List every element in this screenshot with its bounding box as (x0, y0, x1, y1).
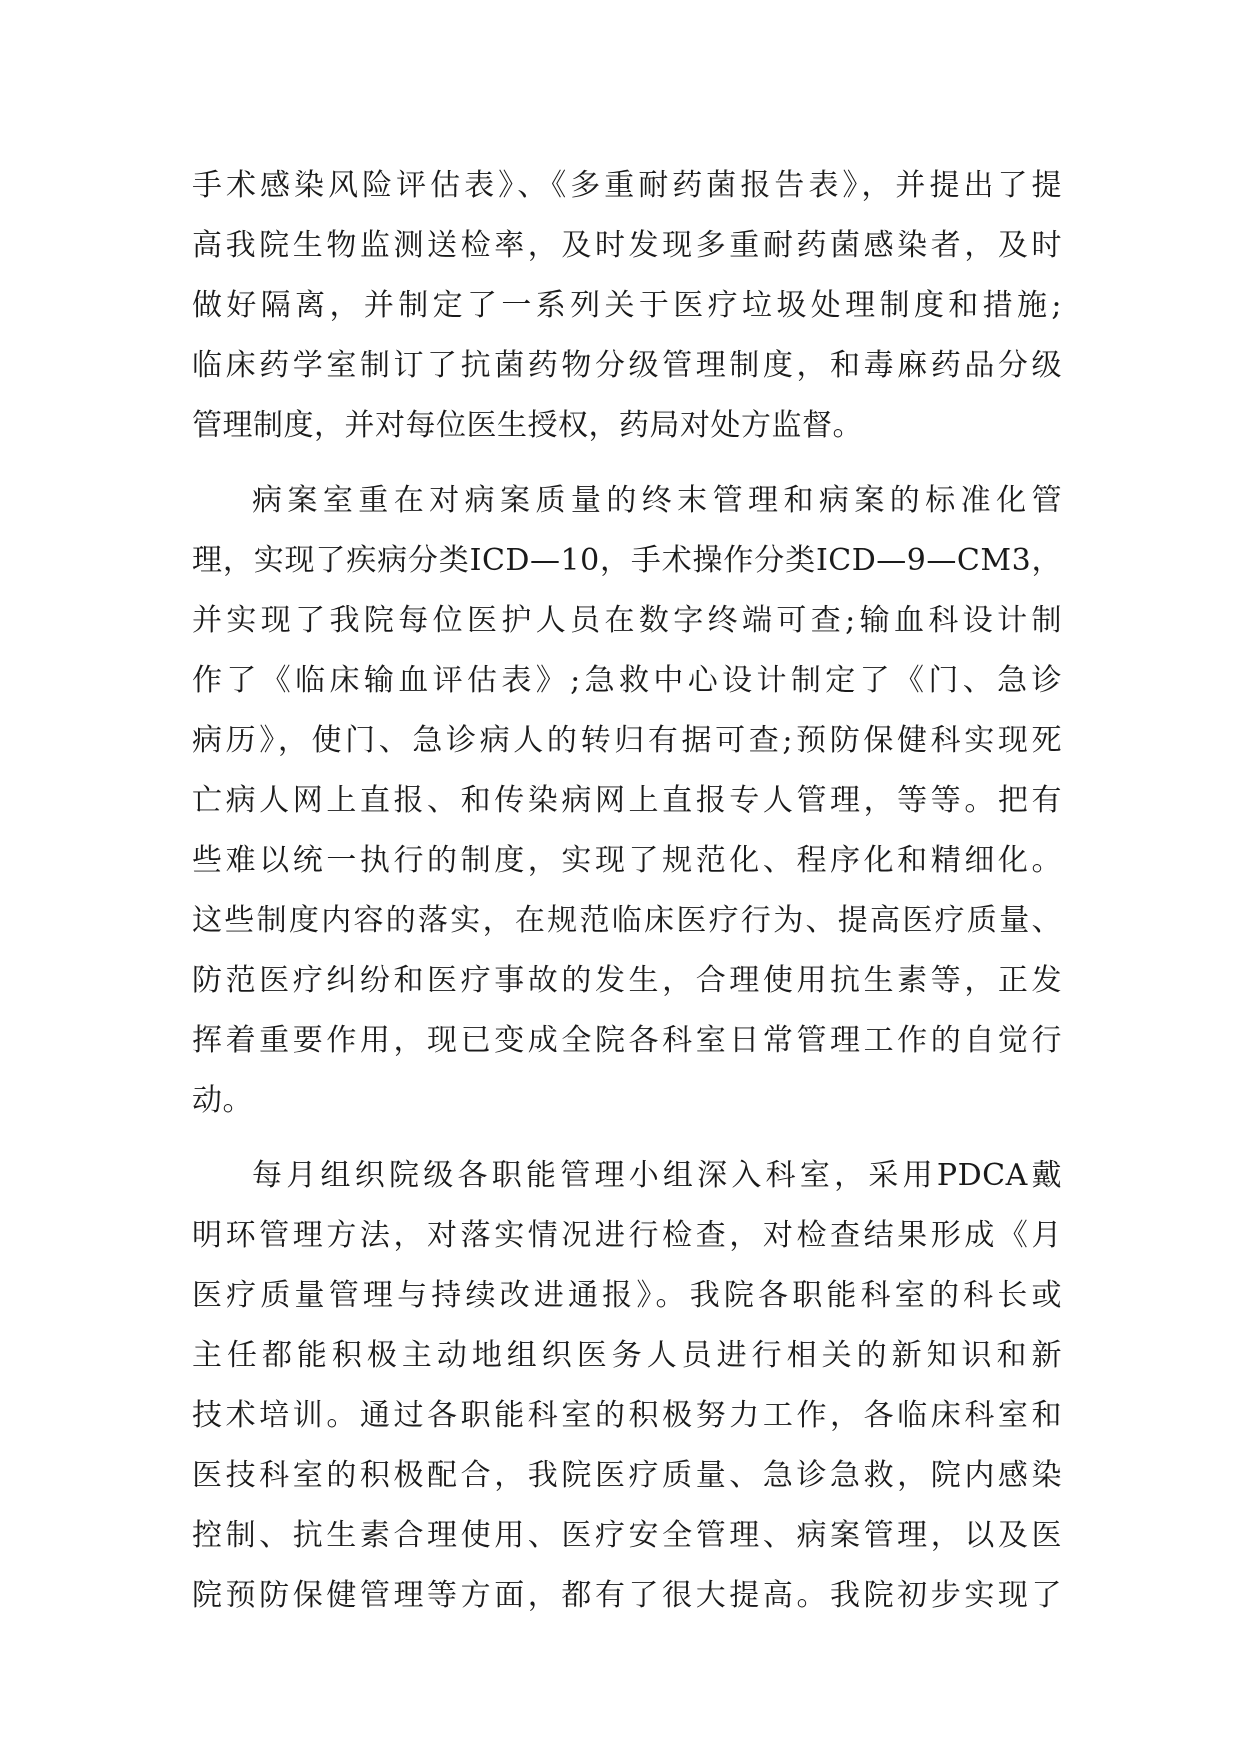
text-line: 明环管理方法，对落实情况进行检查，对检查结果形成《月 (192, 1218, 1062, 1253)
text-line: 作了《临床输血评估表》;急救中心设计制定了《门、急诊 (192, 663, 1062, 698)
paragraph-3 (192, 1146, 1062, 1626)
text-line: 做好隔离，并制定了一系列关于医疗垃圾处理制度和措施; (192, 288, 1062, 323)
text-line: 这些制度内容的落实，在规范临床医疗行为、提高医疗质量、 (192, 903, 1062, 938)
text-line: 管理制度，并对每位医生授权，药局对处方监督。 (192, 408, 863, 443)
body-text (192, 156, 1062, 1626)
text-line: 每月组织院级各职能管理小组深入科室，采用PDCA戴 (252, 1158, 1062, 1193)
paragraph-2 (192, 471, 1062, 1131)
text-line: 院预防保健管理等方面，都有了很大提高。我院初步实现了 (192, 1578, 1062, 1613)
text-line: 并实现了我院每位医护人员在数字终端可查;输血科设计制 (192, 603, 1062, 638)
text-line: 临床药学室制订了抗菌药物分级管理制度，和毒麻药品分级 (192, 348, 1062, 383)
text-line: 理，实现了疾病分类ICD—10，手术操作分类ICD—9—CM3， (192, 543, 1062, 578)
text-line: 些难以统一执行的制度，实现了规范化、程序化和精细化。 (192, 843, 1062, 878)
text-line: 主任都能积极主动地组织医务人员进行相关的新知识和新 (192, 1338, 1062, 1373)
text-line: 亡病人网上直报、和传染病网上直报专人管理，等等。把有 (192, 783, 1062, 818)
text-line: 挥着重要作用，现已变成全院各科室日常管理工作的自觉行 (192, 1023, 1062, 1058)
text-line: 医疗质量管理与持续改进通报》。我院各职能科室的科长或 (192, 1278, 1062, 1313)
text-line: 病案室重在对病案质量的终末管理和病案的标准化管 (252, 483, 1062, 518)
text-line: 手术感染风险评估表》、《多重耐药菌报告表》，并提出了提 (192, 168, 1062, 203)
text-line: 医技科室的积极配合，我院医疗质量、急诊急救，院内感染 (192, 1458, 1062, 1493)
text-line: 控制、抗生素合理使用、医疗安全管理、病案管理，以及医 (192, 1518, 1062, 1553)
text-line: 病历》，使门、急诊病人的转归有据可查;预防保健科实现死 (192, 723, 1062, 758)
paragraph-1 (192, 156, 1062, 456)
text-line: 动。 (192, 1083, 253, 1118)
text-line: 高我院生物监测送检率，及时发现多重耐药菌感染者，及时 (192, 228, 1062, 263)
text-line: 技术培训。通过各职能科室的积极努力工作，各临床科室和 (192, 1398, 1062, 1433)
text-line: 防范医疗纠纷和医疗事故的发生，合理使用抗生素等，正发 (192, 963, 1062, 998)
